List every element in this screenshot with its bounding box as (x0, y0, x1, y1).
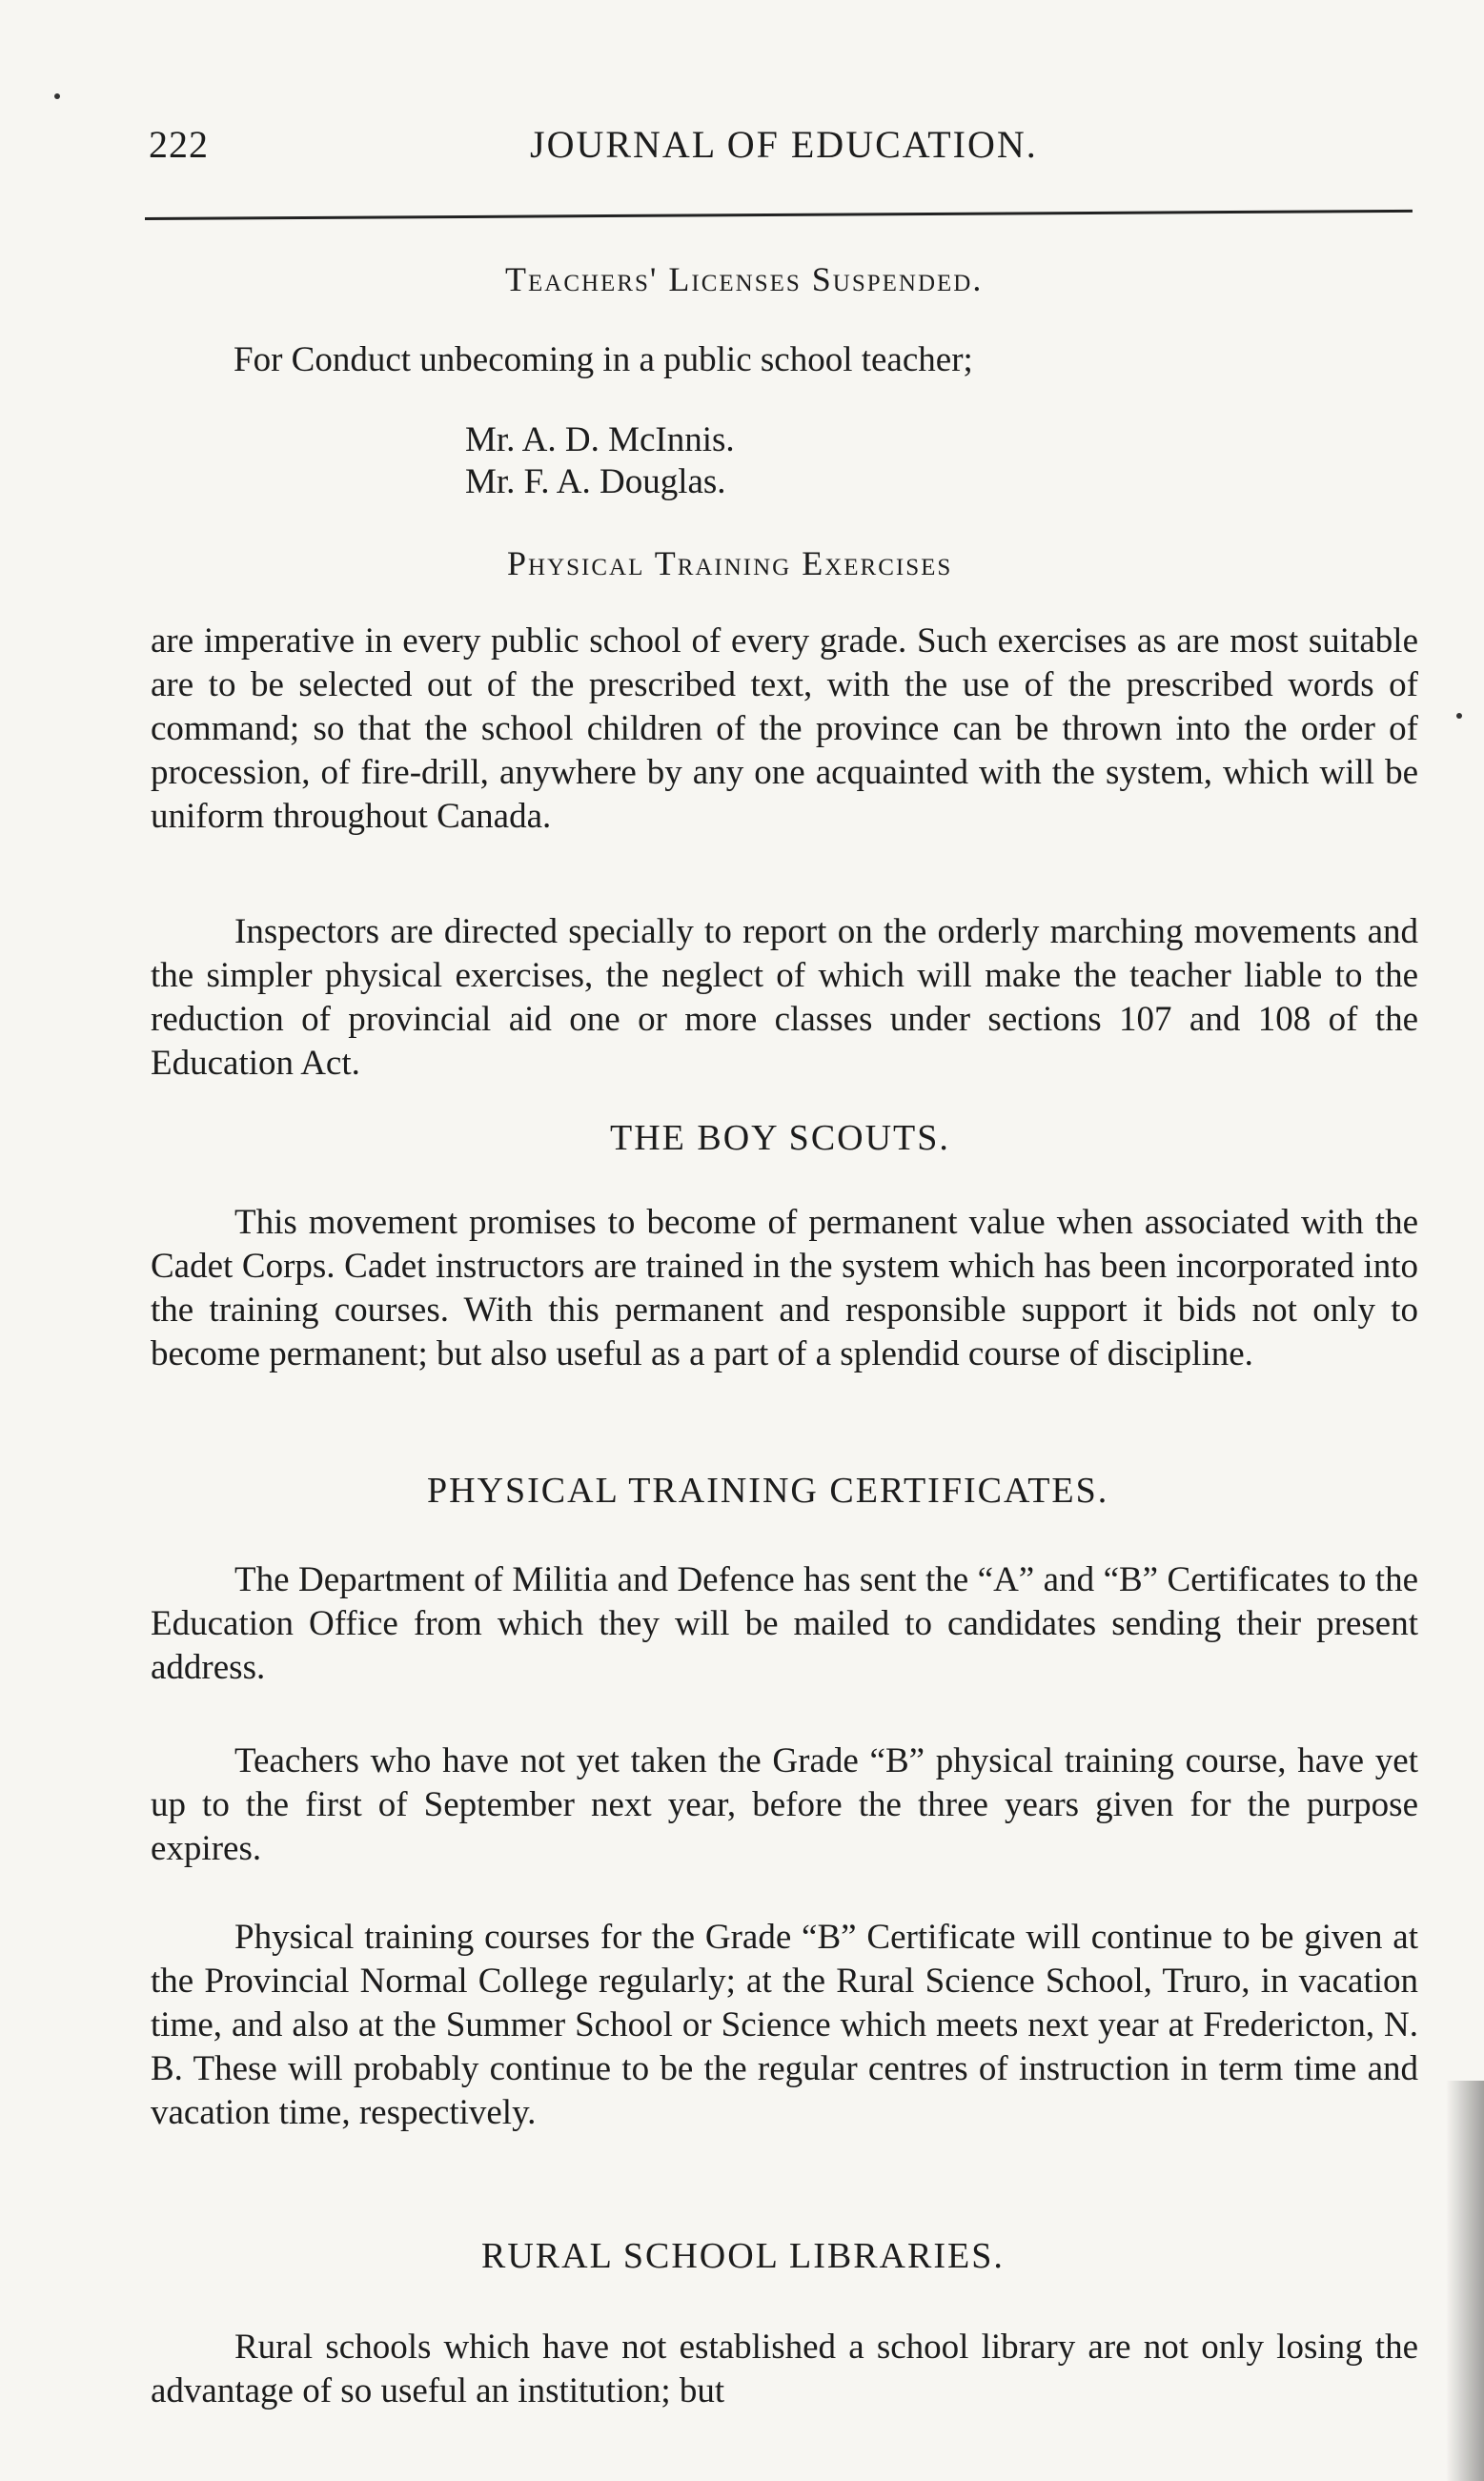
paper-speck (1456, 713, 1462, 719)
suspended-names (465, 419, 1132, 503)
physical-training-p2: Inspectors are directed specially to report on the orderly marching movements and the simpler physical exercises, the neglect of which will make the teacher liable to the reduction of provincial aid one or more classes under sections 107 and 108 of the Education Act. (151, 912, 1418, 1083)
libraries-p1-block (151, 2326, 1418, 2413)
physical-training-p1: are imperative in every public school of every grade. Such exercises as are most suitable are to be selected out of the prescribed text, with the use of the prescribed words of command; so that the school children of the province can be thrown into the order of procession, of fire-drill, anywhere by any one acquainted with the system, which will be uniform throughout Canada. (151, 621, 1418, 836)
running-title: JOURNAL OF EDUCATION. (530, 123, 1038, 166)
certificates-p1-block (151, 1558, 1418, 1690)
certificates-p2-block (151, 1739, 1418, 1871)
physical-training-p2-block (151, 910, 1418, 1086)
suspended-name-2: Mr. F. A. Douglas. (465, 462, 726, 501)
boy-scouts-p1: This movement promises to become of permanent value when associated with the Cadet Corps. Cadet instructors are trained in the system which has been incorporated into the training courses. With this permanent and responsible support it bids not only to become permanent; but also useful as a part of a splendid course of discipline. (151, 1203, 1418, 1373)
licenses-intro: For Conduct unbecoming in a public school teacher; (234, 340, 973, 379)
page-number: 222 (149, 123, 209, 166)
header-rule (145, 210, 1413, 220)
libraries-heading: RURAL SCHOOL LIBRARIES. (481, 2236, 1005, 2276)
boy-scouts-heading: THE BOY SCOUTS. (610, 1118, 950, 1158)
certificates-p1: The Department of Militia and Defence has sent the “A” and “B” Certificates to the Education Office from which they will be mailed to candidates sending their present address. (151, 1560, 1418, 1687)
suspended-name-1: Mr. A. D. McInnis. (465, 420, 735, 459)
licenses-intro-block (234, 338, 1484, 382)
boy-scouts-p1-block (151, 1201, 1418, 1376)
certificates-heading: PHYSICAL TRAINING CERTIFICATES. (427, 1471, 1109, 1511)
page-edge-shadow (1446, 2081, 1484, 2481)
licenses-heading: Teachers' Licenses Suspended. (505, 260, 984, 298)
libraries-p1: Rural schools which have not established a school library are not only losing the advantage of so useful an institution; but (151, 2328, 1418, 2410)
paper-speck (54, 93, 60, 99)
physical-training-p1-block (151, 620, 1418, 839)
certificates-p2: Teachers who have not yet taken the Grade “B” physical training course, have yet up to the first of September next year, before the three years given for the purpose expires. (151, 1741, 1418, 1868)
certificates-p3-block (151, 1916, 1418, 2135)
certificates-p3: Physical training courses for the Grade “B” Certificate will continue to be given at the Provincial Normal College regularly; at the Rural Science School, Truro, in vacation time, and also at the Summer School or Science which meets next year at Fredericton, N. B. These will probably continue to be the regular centres of instruction in term time and vacation time, respectively. (151, 1918, 1418, 2132)
physical-training-heading: Physical Training Exercises (507, 544, 953, 582)
